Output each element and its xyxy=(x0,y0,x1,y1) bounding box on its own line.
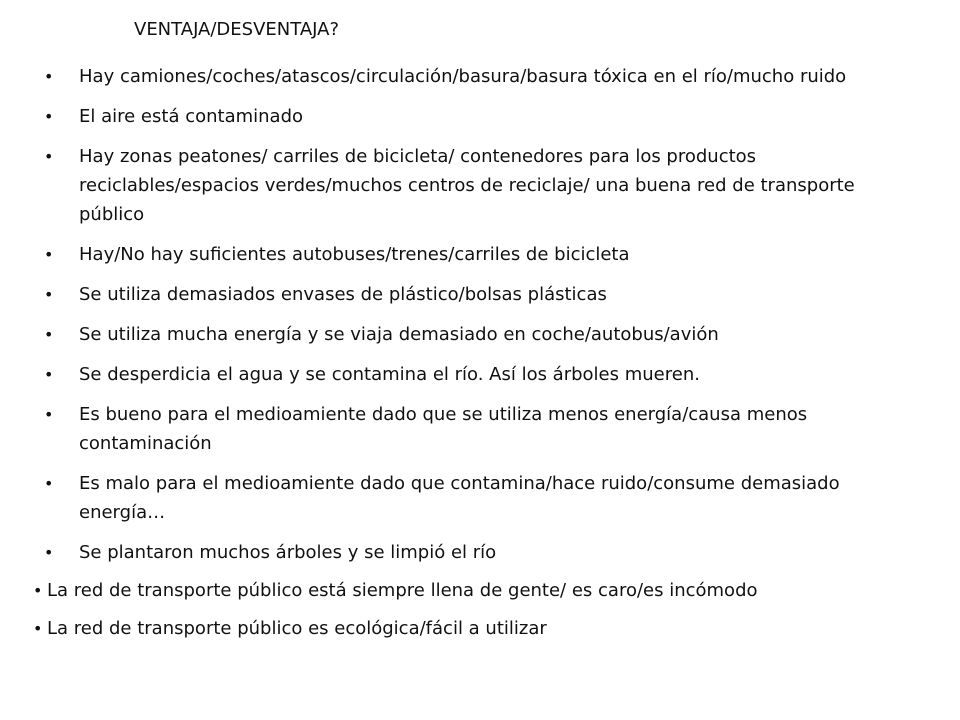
bullet-text: Es malo para el medioamiente dado que contamina/hace ruido/consume demasiado energía… xyxy=(79,473,840,523)
bullet-text: Es bueno para el medioamiente dado que se utiliza menos energía/causa menos contaminación xyxy=(79,404,808,454)
bullet-list xyxy=(0,62,960,643)
bullet-dot: • xyxy=(44,67,54,86)
bullet-item xyxy=(0,280,879,309)
bullet-item xyxy=(0,400,879,458)
bullet-item xyxy=(0,538,879,567)
bullet-text: Se desperdicia el agua y se contamina el río. Así los árboles mueren. xyxy=(79,364,700,385)
bullet-text: Se utiliza mucha energía y se viaja demasiado en coche/autobus/avión xyxy=(79,324,719,345)
bullet-dot: • xyxy=(44,543,54,562)
bullet-item xyxy=(0,320,879,349)
bullet-dot: • xyxy=(44,245,54,264)
bullet-dot: • xyxy=(44,107,54,126)
bullet-text: Hay/No hay suficientes autobuses/trenes/carriles de bicicleta xyxy=(79,244,630,265)
bullet-dot: • xyxy=(44,325,54,344)
sub-bullet-text: La red de transporte público está siempre llena de gente/ es caro/es incómodo xyxy=(47,580,758,601)
bullet-item xyxy=(0,469,879,527)
bullet-dot: • xyxy=(44,474,54,493)
bullet-text: Hay zonas peatones/ carriles de bicicleta/ contenedores para los productos reciclables/espacios verdes/muchos centros de reciclaje/ una buena red de transporte público xyxy=(79,146,855,225)
bullet-dot: • xyxy=(44,365,54,384)
bullet-dot: • xyxy=(33,619,43,638)
bullet-text: Se plantaron muchos árboles y se limpió el río xyxy=(79,542,497,563)
slide-title: VENTAJA/DESVENTAJA? xyxy=(134,19,340,40)
bullet-item xyxy=(0,360,879,389)
bullet-text: El aire está contaminado xyxy=(79,106,304,127)
bullet-item xyxy=(0,240,879,269)
sub-bullet-text: La red de transporte público es ecológica/fácil a utilizar xyxy=(47,618,547,639)
bullet-dot: • xyxy=(44,147,54,166)
sub-bullet-item xyxy=(0,576,947,605)
bullet-item xyxy=(0,102,879,131)
bullet-item xyxy=(0,62,879,91)
bullet-dot: • xyxy=(44,405,54,424)
bullet-text: Se utiliza demasiados envases de plástico/bolsas plásticas xyxy=(79,284,607,305)
bullet-dot: • xyxy=(44,285,54,304)
bullet-dot: • xyxy=(33,581,43,600)
bullet-text: Hay camiones/coches/atascos/circulación/basura/basura tóxica en el río/mucho ruido xyxy=(79,66,847,87)
bullet-item xyxy=(0,142,879,229)
sub-bullet-item xyxy=(0,614,947,643)
